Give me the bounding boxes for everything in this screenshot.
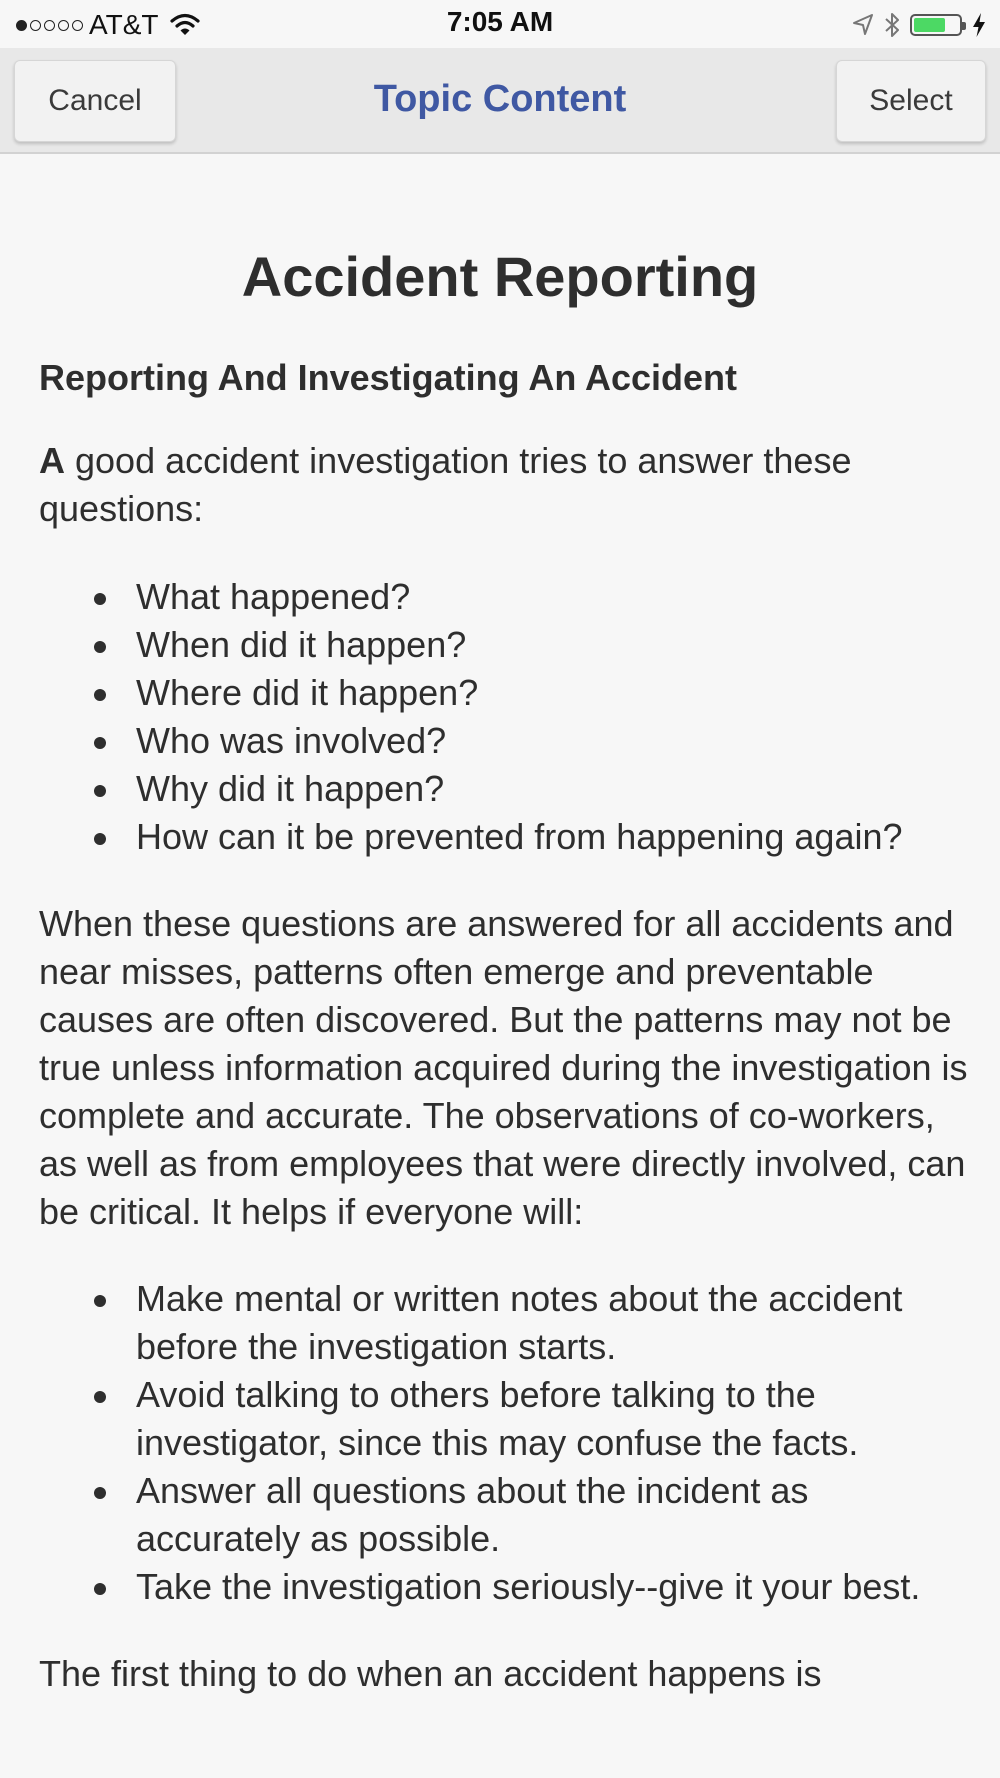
topic-content[interactable] xyxy=(39,154,969,1698)
status-bar xyxy=(0,0,1000,48)
cancel-button[interactable]: Cancel xyxy=(14,60,176,142)
list-item: Who was involved? xyxy=(39,717,969,765)
status-right xyxy=(852,10,986,40)
body-paragraph: When these questions are answered for all accidents and near misses, patterns often emerge and preventable causes are often discovered. But the patterns may not be true unless information acquired during the investigation is complete and accurate. The observations of co-workers, as well as from employees that were directly involved, can be critical. It helps if everyone will: xyxy=(39,903,968,1232)
intro-paragraph xyxy=(39,437,969,533)
tips-list xyxy=(39,1275,969,1611)
intro-text: good accident investigation tries to answer these questions: xyxy=(39,440,852,529)
carrier-name: AT&T xyxy=(89,9,159,40)
questions-list xyxy=(39,573,969,861)
page-title: Topic Content xyxy=(373,78,627,120)
list-item: Avoid talking to others before talking to the investigator, since this may confuse the facts. xyxy=(39,1371,969,1467)
location-arrow-icon xyxy=(852,13,874,37)
charging-bolt-icon xyxy=(972,12,986,38)
section-heading: Reporting And Investigating An Accident xyxy=(39,357,738,398)
article-title: Accident Reporting xyxy=(241,245,759,308)
list-item: Make mental or written notes about the accident before the investigation starts. xyxy=(39,1275,969,1371)
list-item: How can it be prevented from happening again? xyxy=(39,813,969,861)
cut-off-paragraph: The first thing to do when an accident happens is xyxy=(39,1653,822,1694)
list-item: What happened? xyxy=(39,573,969,621)
battery-fill xyxy=(914,18,945,32)
list-item: Where did it happen? xyxy=(39,669,969,717)
status-time: 7:05 AM xyxy=(446,6,554,37)
list-item: When did it happen? xyxy=(39,621,969,669)
intro-lead: A xyxy=(39,440,65,481)
battery-icon xyxy=(910,14,962,36)
bluetooth-icon xyxy=(884,11,900,39)
list-item: Why did it happen? xyxy=(39,765,969,813)
navigation-bar xyxy=(0,48,1000,154)
select-button[interactable]: Select xyxy=(836,60,986,142)
list-item: Take the investigation seriously--give it your best. xyxy=(39,1563,969,1611)
list-item: Answer all questions about the incident as accurately as possible. xyxy=(39,1467,969,1563)
